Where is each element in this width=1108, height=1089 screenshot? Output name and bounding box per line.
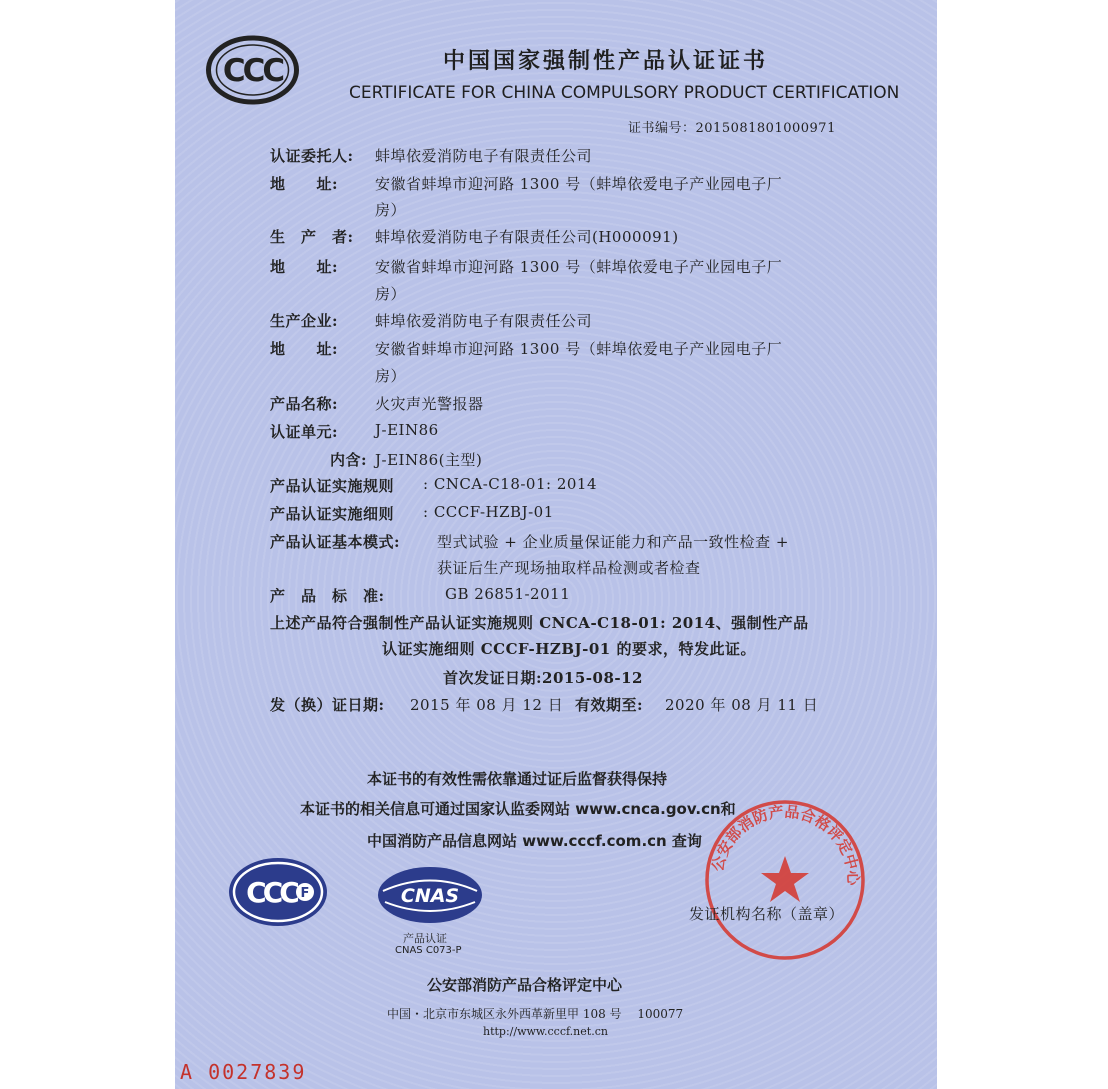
issue-date-value: 2015 年 08 月 12 日 (410, 696, 564, 714)
footer-url: http://www.cccf.net.cn (483, 1025, 608, 1038)
details-label: 产品认证实施细则 (270, 505, 395, 523)
valid-until-value: 2020 年 08 月 11 日 (665, 696, 819, 714)
certificate-title-cn: 中国国家强制性产品认证证书 (443, 48, 769, 74)
validity-line2: 本证书的相关信息可通过国家认监委网站 www.cnca.gov.cn和 (300, 800, 736, 818)
address2-label: 地 址: (270, 258, 339, 276)
cccf-logo (227, 856, 329, 928)
footer-organization: 公安部消防产品合格评定中心 (427, 976, 623, 994)
mode-value-a: 型式试验 + 企业质量保证能力和产品一致性检查 + (437, 533, 789, 551)
content-value: J-EIN86(主型) (375, 451, 483, 469)
details-value: : CCCF-HZBJ-01 (423, 503, 554, 521)
issue-date-label: 发（换）证日期: (270, 696, 385, 714)
cnas-logo-text: CNAS (400, 885, 460, 907)
standard-label: 产 品 标 准: (270, 587, 385, 605)
validity-line3: 中国消防产品信息网站 www.cccf.com.cn 查询 (367, 832, 702, 850)
certificate-number: 证书编号：2015081801000971 (628, 121, 836, 136)
cccf-logo-f: F (300, 886, 310, 901)
seal-ring-text: 公安部消防产品合格评定中心 (708, 802, 863, 886)
manufacturer-value: 蚌埠依爱消防电子有限责任公司(H000091) (375, 228, 679, 246)
statement-line1: 上述产品符合强制性产品认证实施规则 CNCA-C18-01: 2014、强制性产品 (270, 614, 809, 632)
address3-value-b: 房） (375, 367, 407, 385)
product-name-label: 产品名称: (270, 395, 339, 413)
content-label: 内含: (330, 451, 368, 469)
address3-label: 地 址: (270, 340, 339, 358)
factory-value: 蚌埠依爱消防电子有限责任公司 (375, 312, 593, 330)
certificate-paper (175, 0, 937, 1089)
statement-line2: 认证实施细则 CCCF-HZBJ-01 的要求，特发此证。 (382, 640, 756, 658)
serial-number: A 0027839 (180, 1060, 307, 1084)
cccf-logo-text: CCC (246, 876, 296, 909)
cnas-caption-code: CNAS C073-P (395, 945, 462, 956)
validity-line1: 本证书的有效性需依靠通过证后监督获得保持 (367, 770, 668, 788)
applicant-label: 认证委托人: (270, 147, 354, 165)
valid-until-label: 有效期至: (575, 696, 644, 714)
cnas-caption-cn: 产品认证 (403, 932, 447, 945)
certificate-title-en: CERTIFICATE FOR CHINA COMPULSORY PRODUCT CERTIFICATION (349, 83, 900, 103)
factory-label: 生产企业: (270, 312, 339, 330)
cert-unit-label: 认证单元: (270, 423, 339, 441)
address2-value-b: 房） (375, 285, 407, 303)
rules-value: : CNCA-C18-01: 2014 (423, 475, 598, 493)
seal-star-icon (761, 856, 809, 902)
first-issue-date: 首次发证日期:2015-08-12 (443, 669, 643, 687)
address3-value-a: 安徽省蚌埠市迎河路 1300 号（蚌埠依爱电子产业园电子厂 (375, 340, 783, 358)
product-name-value: 火灾声光警报器 (375, 395, 484, 413)
rules-label: 产品认证实施规则 (270, 477, 395, 495)
ccc-logo (205, 34, 300, 106)
address1-label: 地 址: (270, 175, 339, 193)
applicant-value: 蚌埠依爱消防电子有限责任公司 (375, 147, 593, 165)
ccc-logo-text: CCC (222, 53, 283, 89)
standard-value: GB 26851-2011 (445, 585, 571, 603)
address1-value-a: 安徽省蚌埠市迎河路 1300 号（蚌埠依爱电子产业园电子厂 (375, 175, 783, 193)
manufacturer-label: 生 产 者: (270, 228, 354, 246)
cert-unit-value: J-EIN86 (375, 421, 439, 439)
cnas-logo (375, 864, 485, 926)
issuer-label: 发证机构名称（盖章） (689, 905, 845, 923)
address1-value-b: 房） (375, 201, 407, 219)
mode-value-b: 获证后生产现场抽取样品检测或者检查 (437, 559, 701, 577)
mode-label: 产品认证基本模式: (270, 533, 401, 551)
address2-value-a: 安徽省蚌埠市迎河路 1300 号（蚌埠依爱电子产业园电子厂 (375, 258, 783, 276)
official-seal (700, 798, 870, 962)
footer-address: 中国・北京市东城区永外西革新里甲 108 号 100077 (387, 1007, 684, 1021)
